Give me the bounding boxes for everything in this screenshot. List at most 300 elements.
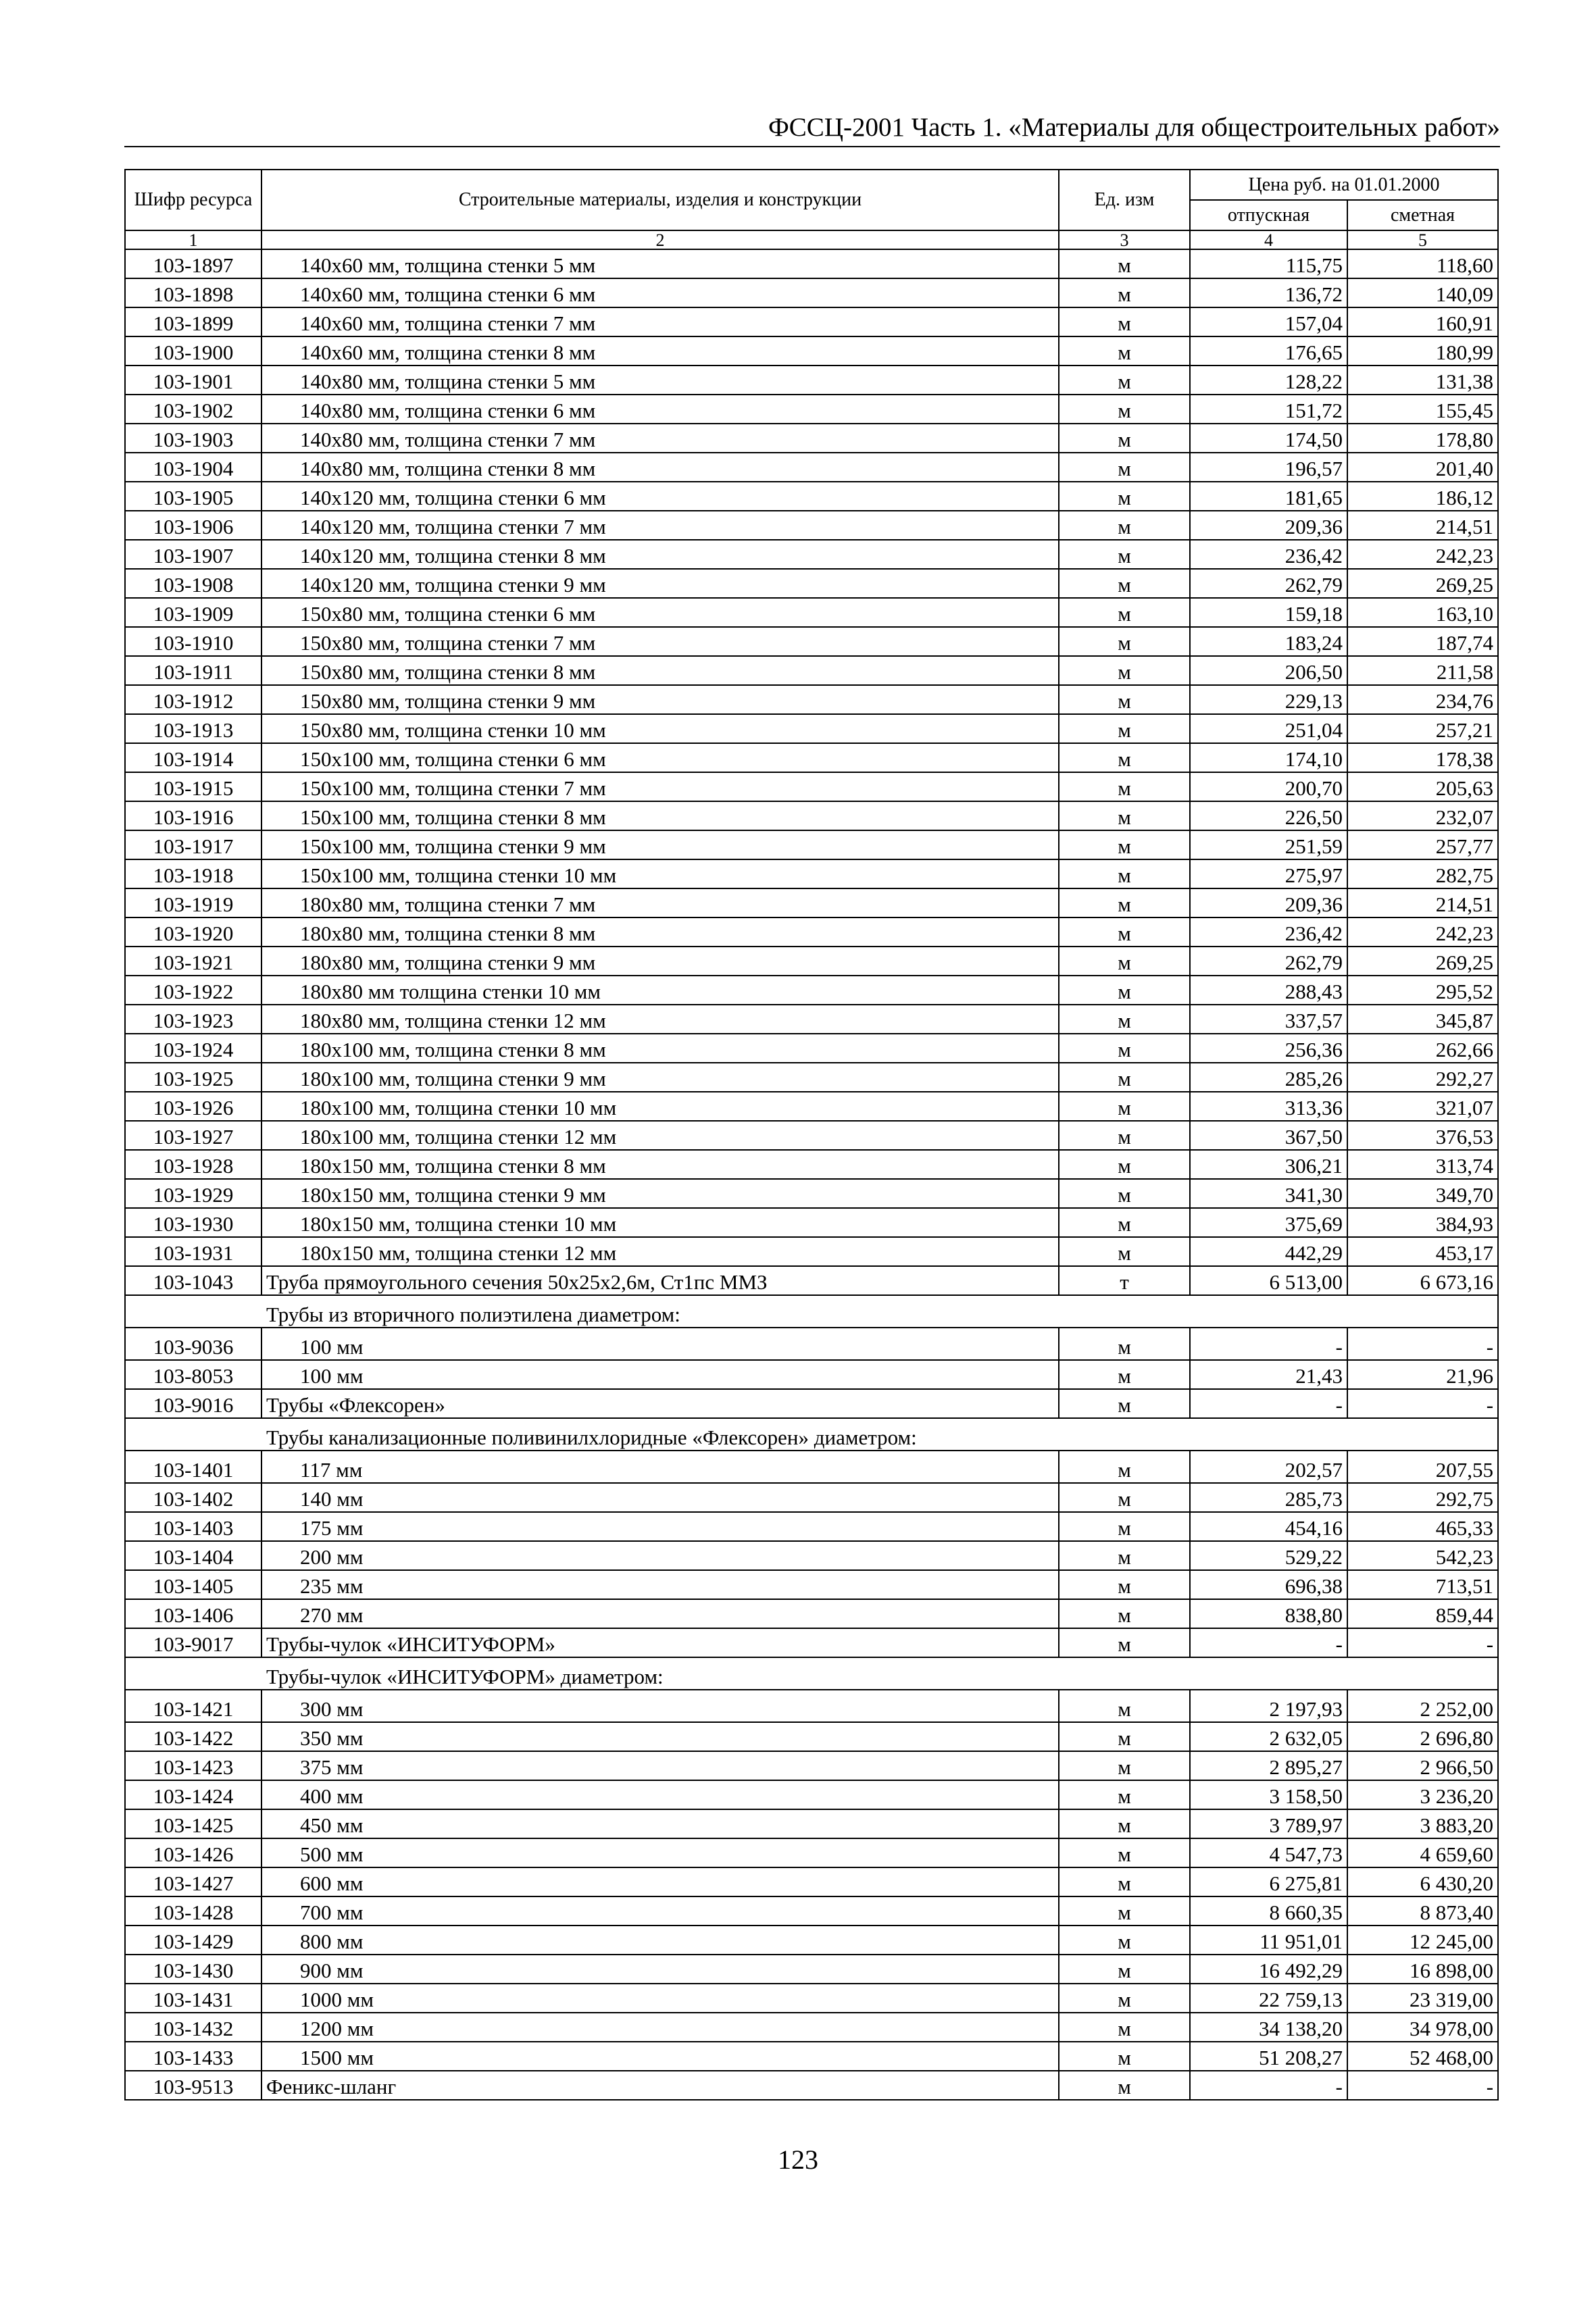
table-row — [125, 540, 1498, 569]
resource-code: 103-9016 — [125, 1389, 261, 1418]
section-code-cell — [125, 1418, 261, 1451]
material-name: 1500 мм — [261, 2042, 1059, 2071]
table-row — [125, 2042, 1498, 2071]
estimate-price: 376,53 — [1347, 1121, 1498, 1150]
unit-cell: м — [1059, 2071, 1190, 2100]
col-header-estimate: сметная — [1347, 200, 1498, 230]
material-name: 150х100 мм, толщина стенки 6 мм — [261, 743, 1059, 772]
release-price: 159,18 — [1190, 598, 1347, 627]
unit-cell: м — [1059, 366, 1190, 395]
estimate-price: 234,76 — [1347, 685, 1498, 714]
table-row — [125, 1389, 1498, 1418]
material-name: 200 мм — [261, 1541, 1059, 1570]
resource-code: 103-1403 — [125, 1512, 261, 1541]
resource-code: 103-1428 — [125, 1896, 261, 1926]
unit-cell: м — [1059, 743, 1190, 772]
unit-cell: м — [1059, 1628, 1190, 1657]
material-name: 300 мм — [261, 1690, 1059, 1722]
table-row — [125, 888, 1498, 917]
estimate-price: 2 696,80 — [1347, 1722, 1498, 1751]
resource-code: 103-1931 — [125, 1237, 261, 1266]
resource-code: 103-1916 — [125, 801, 261, 830]
table-row — [125, 1690, 1498, 1722]
estimate-price: 6 430,20 — [1347, 1867, 1498, 1896]
estimate-price: 4 659,60 — [1347, 1838, 1498, 1867]
resource-code: 103-1912 — [125, 685, 261, 714]
estimate-price: 295,52 — [1347, 976, 1498, 1005]
estimate-price: 6 673,16 — [1347, 1266, 1498, 1295]
material-name: 175 мм — [261, 1512, 1059, 1541]
table-row — [125, 307, 1498, 336]
release-price: 181,65 — [1190, 482, 1347, 511]
unit-cell: м — [1059, 2042, 1190, 2071]
table-row — [125, 453, 1498, 482]
estimate-price: 242,23 — [1347, 917, 1498, 947]
table-row — [125, 1809, 1498, 1838]
table-row — [125, 859, 1498, 888]
unit-cell: м — [1059, 801, 1190, 830]
resource-code: 103-1897 — [125, 249, 261, 278]
unit-cell: м — [1059, 714, 1190, 743]
table-row — [125, 1034, 1498, 1063]
unit-cell: м — [1059, 1541, 1190, 1570]
table-row — [125, 976, 1498, 1005]
table-row — [125, 1121, 1498, 1150]
resource-code: 103-1923 — [125, 1005, 261, 1034]
table-row — [125, 1867, 1498, 1896]
material-name: 180х80 мм, толщина стенки 9 мм — [261, 947, 1059, 976]
resource-code: 103-1898 — [125, 278, 261, 307]
unit-cell: м — [1059, 1328, 1190, 1360]
release-price: 202,57 — [1190, 1451, 1347, 1483]
resource-code: 103-1921 — [125, 947, 261, 976]
release-price: 151,72 — [1190, 395, 1347, 424]
release-price: 341,30 — [1190, 1179, 1347, 1208]
table-row — [125, 1722, 1498, 1751]
resource-code: 103-1914 — [125, 743, 261, 772]
resource-code: 103-1908 — [125, 569, 261, 598]
release-price: 313,36 — [1190, 1092, 1347, 1121]
unit-cell: м — [1059, 249, 1190, 278]
material-name: 700 мм — [261, 1896, 1059, 1926]
unit-cell: м — [1059, 830, 1190, 859]
section-title: Трубы канализационные поливинилхлоридные «Флексорен» диаметром: — [261, 1418, 1498, 1451]
estimate-price: 3 236,20 — [1347, 1780, 1498, 1809]
release-price: 696,38 — [1190, 1570, 1347, 1599]
estimate-price: 214,51 — [1347, 511, 1498, 540]
table-row — [125, 1926, 1498, 1955]
material-name: 180х100 мм, толщина стенки 10 мм — [261, 1092, 1059, 1121]
table-row — [125, 366, 1498, 395]
estimate-price: 257,21 — [1347, 714, 1498, 743]
material-name: 180х100 мм, толщина стенки 8 мм — [261, 1034, 1059, 1063]
material-name: 600 мм — [261, 1867, 1059, 1896]
table-row — [125, 1150, 1498, 1179]
table-row — [125, 772, 1498, 801]
estimate-price: 242,23 — [1347, 540, 1498, 569]
release-price: 209,36 — [1190, 511, 1347, 540]
table-row — [125, 1483, 1498, 1512]
release-price: 3 789,97 — [1190, 1809, 1347, 1838]
estimate-price: 178,38 — [1347, 743, 1498, 772]
resource-code: 103-1911 — [125, 656, 261, 685]
release-price: 337,57 — [1190, 1005, 1347, 1034]
material-name: 235 мм — [261, 1570, 1059, 1599]
unit-cell: м — [1059, 1092, 1190, 1121]
resource-code: 103-1920 — [125, 917, 261, 947]
col-header-name: Строительные материалы, изделия и конструкции — [261, 170, 1059, 230]
unit-cell: м — [1059, 1483, 1190, 1512]
release-price: 285,73 — [1190, 1483, 1347, 1512]
unit-cell: м — [1059, 859, 1190, 888]
unit-cell: м — [1059, 685, 1190, 714]
resource-code: 103-1910 — [125, 627, 261, 656]
unit-cell: м — [1059, 1208, 1190, 1237]
table-row — [125, 714, 1498, 743]
release-price: 251,59 — [1190, 830, 1347, 859]
material-name: 140х120 мм, толщина стенки 6 мм — [261, 482, 1059, 511]
material-name: 140х120 мм, толщина стенки 9 мм — [261, 569, 1059, 598]
unit-cell: м — [1059, 917, 1190, 947]
resource-code: 103-1926 — [125, 1092, 261, 1121]
unit-cell: м — [1059, 336, 1190, 366]
table-row — [125, 1451, 1498, 1483]
release-price: 367,50 — [1190, 1121, 1347, 1150]
unit-cell: м — [1059, 976, 1190, 1005]
table-row — [125, 569, 1498, 598]
material-name: 140 мм — [261, 1483, 1059, 1512]
unit-cell: м — [1059, 947, 1190, 976]
release-price: 51 208,27 — [1190, 2042, 1347, 2071]
release-price: 209,36 — [1190, 888, 1347, 917]
estimate-price: 180,99 — [1347, 336, 1498, 366]
material-name: 900 мм — [261, 1955, 1059, 1984]
estimate-price: 269,25 — [1347, 569, 1498, 598]
estimate-price: 201,40 — [1347, 453, 1498, 482]
unit-cell: м — [1059, 1896, 1190, 1926]
resource-code: 103-1406 — [125, 1599, 261, 1628]
unit-cell: м — [1059, 1780, 1190, 1809]
resource-code: 103-8053 — [125, 1360, 261, 1389]
material-name: Трубы-чулок «ИНСИТУФОРМ» — [261, 1628, 1059, 1657]
unit-cell: м — [1059, 598, 1190, 627]
estimate-price: 12 245,00 — [1347, 1926, 1498, 1955]
table-row — [125, 598, 1498, 627]
unit-cell: м — [1059, 1599, 1190, 1628]
unit-cell: м — [1059, 569, 1190, 598]
estimate-price: 269,25 — [1347, 947, 1498, 976]
release-price: 128,22 — [1190, 366, 1347, 395]
resource-code: 103-1928 — [125, 1150, 261, 1179]
material-name: 180х80 мм, толщина стенки 8 мм — [261, 917, 1059, 947]
release-price: - — [1190, 2071, 1347, 2100]
release-price: 2 632,05 — [1190, 1722, 1347, 1751]
page-header: ФССЦ-2001 Часть 1. «Материалы для общестроительных работ» — [768, 113, 1500, 142]
material-name: 140х120 мм, толщина стенки 7 мм — [261, 511, 1059, 540]
resource-code: 103-1919 — [125, 888, 261, 917]
release-price: 200,70 — [1190, 772, 1347, 801]
release-price: - — [1190, 1628, 1347, 1657]
table-row — [125, 1751, 1498, 1780]
unit-cell: м — [1059, 1389, 1190, 1418]
resource-code: 103-1915 — [125, 772, 261, 801]
estimate-price: 34 978,00 — [1347, 2013, 1498, 2042]
unit-cell: м — [1059, 1121, 1190, 1150]
col-number: 4 — [1190, 230, 1347, 249]
release-price: 16 492,29 — [1190, 1955, 1347, 1984]
material-name: 150х100 мм, толщина стенки 7 мм — [261, 772, 1059, 801]
resource-code: 103-1427 — [125, 1867, 261, 1896]
material-name: 150х80 мм, толщина стенки 7 мм — [261, 627, 1059, 656]
resource-code: 103-1043 — [125, 1266, 261, 1295]
unit-cell: м — [1059, 424, 1190, 453]
resource-code: 103-1927 — [125, 1121, 261, 1150]
resource-code: 103-1925 — [125, 1063, 261, 1092]
release-price: 2 895,27 — [1190, 1751, 1347, 1780]
unit-cell: м — [1059, 1570, 1190, 1599]
resource-code: 103-1426 — [125, 1838, 261, 1867]
material-name: 100 мм — [261, 1328, 1059, 1360]
material-name: 140х80 мм, толщина стенки 6 мм — [261, 395, 1059, 424]
resource-code: 103-1421 — [125, 1690, 261, 1722]
table-row — [125, 395, 1498, 424]
estimate-price: 859,44 — [1347, 1599, 1498, 1628]
material-name: 180х80 мм, толщина стенки 7 мм — [261, 888, 1059, 917]
unit-cell: м — [1059, 1005, 1190, 1034]
estimate-price: 207,55 — [1347, 1451, 1498, 1483]
material-name: 150х80 мм, толщина стенки 6 мм — [261, 598, 1059, 627]
material-name: 180х100 мм, толщина стенки 12 мм — [261, 1121, 1059, 1150]
table-row — [125, 1628, 1498, 1657]
release-price: 8 660,35 — [1190, 1896, 1347, 1926]
header-rule — [124, 146, 1500, 147]
resource-code: 103-1430 — [125, 1955, 261, 1984]
resource-code: 103-1901 — [125, 366, 261, 395]
table-body — [125, 249, 1498, 2100]
table-row — [125, 685, 1498, 714]
material-name: 150х80 мм, толщина стенки 8 мм — [261, 656, 1059, 685]
release-price: 262,79 — [1190, 569, 1347, 598]
resource-code: 103-1422 — [125, 1722, 261, 1751]
resource-code: 103-1906 — [125, 511, 261, 540]
material-name: 350 мм — [261, 1722, 1059, 1751]
estimate-price: 262,66 — [1347, 1034, 1498, 1063]
resource-code: 103-1907 — [125, 540, 261, 569]
resource-code: 103-1433 — [125, 2042, 261, 2071]
resource-code: 103-1431 — [125, 1984, 261, 2013]
resource-code: 103-1900 — [125, 336, 261, 366]
unit-cell: м — [1059, 1926, 1190, 1955]
unit-cell: м — [1059, 1751, 1190, 1780]
table-row — [125, 336, 1498, 366]
resource-code: 103-1899 — [125, 307, 261, 336]
section-code-cell — [125, 1295, 261, 1328]
estimate-price: 52 468,00 — [1347, 2042, 1498, 2071]
unit-cell: м — [1059, 1063, 1190, 1092]
table-row — [125, 424, 1498, 453]
table-row — [125, 1328, 1498, 1360]
material-name: 150х100 мм, толщина стенки 10 мм — [261, 859, 1059, 888]
table-row — [125, 1984, 1498, 2013]
estimate-price: 118,60 — [1347, 249, 1498, 278]
release-price: 34 138,20 — [1190, 2013, 1347, 2042]
table-row — [125, 1896, 1498, 1926]
release-price: 306,21 — [1190, 1150, 1347, 1179]
resource-code: 103-1401 — [125, 1451, 261, 1483]
resource-code: 103-1902 — [125, 395, 261, 424]
release-price: 21,43 — [1190, 1360, 1347, 1389]
resource-code: 103-1423 — [125, 1751, 261, 1780]
unit-cell: м — [1059, 888, 1190, 917]
release-price: 22 759,13 — [1190, 1984, 1347, 2013]
estimate-price: 160,91 — [1347, 307, 1498, 336]
estimate-price: 23 319,00 — [1347, 1984, 1498, 2013]
table-row — [125, 249, 1498, 278]
estimate-price: - — [1347, 1389, 1498, 1418]
release-price: 285,26 — [1190, 1063, 1347, 1092]
unit-cell: м — [1059, 1809, 1190, 1838]
material-name: Феникс-шланг — [261, 2071, 1059, 2100]
material-name: 375 мм — [261, 1751, 1059, 1780]
section-row — [125, 1418, 1498, 1451]
release-price: 236,42 — [1190, 540, 1347, 569]
release-price: 206,50 — [1190, 656, 1347, 685]
material-name: 140х120 мм, толщина стенки 8 мм — [261, 540, 1059, 569]
resource-code: 103-1429 — [125, 1926, 261, 1955]
col-number: 2 — [261, 230, 1059, 249]
material-name: 140х60 мм, толщина стенки 8 мм — [261, 336, 1059, 366]
unit-cell: м — [1059, 1034, 1190, 1063]
release-price: 262,79 — [1190, 947, 1347, 976]
unit-cell: м — [1059, 1867, 1190, 1896]
table-row — [125, 947, 1498, 976]
material-name: 180х150 мм, толщина стенки 8 мм — [261, 1150, 1059, 1179]
estimate-price: 178,80 — [1347, 424, 1498, 453]
estimate-price: 232,07 — [1347, 801, 1498, 830]
estimate-price: 2 252,00 — [1347, 1690, 1498, 1722]
release-price: 529,22 — [1190, 1541, 1347, 1570]
material-name: 140х80 мм, толщина стенки 5 мм — [261, 366, 1059, 395]
estimate-price: 21,96 — [1347, 1360, 1498, 1389]
estimate-price: 163,10 — [1347, 598, 1498, 627]
resource-code: 103-1924 — [125, 1034, 261, 1063]
unit-cell: м — [1059, 772, 1190, 801]
release-price: 251,04 — [1190, 714, 1347, 743]
release-price: 375,69 — [1190, 1208, 1347, 1237]
release-price: 157,04 — [1190, 307, 1347, 336]
resource-code: 103-1402 — [125, 1483, 261, 1512]
release-price: 275,97 — [1190, 859, 1347, 888]
resource-code: 103-1930 — [125, 1208, 261, 1237]
material-name: 150х80 мм, толщина стенки 9 мм — [261, 685, 1059, 714]
table-row — [125, 1570, 1498, 1599]
table-row — [125, 801, 1498, 830]
unit-cell: м — [1059, 1360, 1190, 1389]
estimate-price: 321,07 — [1347, 1092, 1498, 1121]
col-number: 5 — [1347, 230, 1498, 249]
release-price: 3 158,50 — [1190, 1780, 1347, 1809]
unit-cell: м — [1059, 1237, 1190, 1266]
material-name: 400 мм — [261, 1780, 1059, 1809]
table-row — [125, 1266, 1498, 1295]
unit-cell: м — [1059, 540, 1190, 569]
material-name: 1000 мм — [261, 1984, 1059, 2013]
table-row — [125, 278, 1498, 307]
resource-code: 103-1425 — [125, 1809, 261, 1838]
column-number-row — [125, 230, 1498, 249]
unit-cell: м — [1059, 1690, 1190, 1722]
estimate-price: 2 966,50 — [1347, 1751, 1498, 1780]
col-header-release: отпускная — [1190, 200, 1347, 230]
col-number: 1 — [125, 230, 261, 249]
table-row — [125, 1599, 1498, 1628]
release-price: - — [1190, 1328, 1347, 1360]
table-row — [125, 1360, 1498, 1389]
table-row — [125, 482, 1498, 511]
release-price: 6 513,00 — [1190, 1266, 1347, 1295]
col-header-unit: Ед. изм — [1059, 170, 1190, 230]
table-row — [125, 2013, 1498, 2042]
estimate-price: 313,74 — [1347, 1150, 1498, 1179]
release-price: - — [1190, 1389, 1347, 1418]
page-number: 123 — [778, 2144, 818, 2175]
table-row — [125, 627, 1498, 656]
unit-cell: м — [1059, 453, 1190, 482]
estimate-price: 257,77 — [1347, 830, 1498, 859]
table-header-row — [125, 170, 1498, 200]
section-code-cell — [125, 1657, 261, 1690]
estimate-price: - — [1347, 2071, 1498, 2100]
unit-cell: м — [1059, 1838, 1190, 1867]
estimate-price: - — [1347, 1328, 1498, 1360]
section-row — [125, 1295, 1498, 1328]
release-price: 229,13 — [1190, 685, 1347, 714]
resource-code: 103-9036 — [125, 1328, 261, 1360]
material-name: 150х80 мм, толщина стенки 10 мм — [261, 714, 1059, 743]
material-name: 150х100 мм, толщина стенки 9 мм — [261, 830, 1059, 859]
unit-cell: т — [1059, 1266, 1190, 1295]
estimate-price: 542,23 — [1347, 1541, 1498, 1570]
material-name: 140х60 мм, толщина стенки 6 мм — [261, 278, 1059, 307]
resource-code: 103-9513 — [125, 2071, 261, 2100]
estimate-price: 292,27 — [1347, 1063, 1498, 1092]
material-name: 140х60 мм, толщина стенки 7 мм — [261, 307, 1059, 336]
estimate-price: 282,75 — [1347, 859, 1498, 888]
section-row — [125, 1657, 1498, 1690]
col-number: 3 — [1059, 230, 1190, 249]
estimate-price: 453,17 — [1347, 1237, 1498, 1266]
resource-code: 103-1424 — [125, 1780, 261, 1809]
release-price: 2 197,93 — [1190, 1690, 1347, 1722]
table-row — [125, 656, 1498, 685]
material-name: 270 мм — [261, 1599, 1059, 1628]
table-row — [125, 1541, 1498, 1570]
unit-cell: м — [1059, 1722, 1190, 1751]
section-title: Трубы-чулок «ИНСИТУФОРМ» диаметром: — [261, 1657, 1498, 1690]
material-name: 180х100 мм, толщина стенки 9 мм — [261, 1063, 1059, 1092]
section-title: Трубы из вторичного полиэтилена диаметром: — [261, 1295, 1498, 1328]
estimate-price: 349,70 — [1347, 1179, 1498, 1208]
material-name: Трубы «Флексорен» — [261, 1389, 1059, 1418]
release-price: 442,29 — [1190, 1237, 1347, 1266]
unit-cell: м — [1059, 395, 1190, 424]
unit-cell: м — [1059, 1451, 1190, 1483]
estimate-price: 8 873,40 — [1347, 1896, 1498, 1926]
unit-cell: м — [1059, 511, 1190, 540]
release-price: 11 951,01 — [1190, 1926, 1347, 1955]
estimate-price: 16 898,00 — [1347, 1955, 1498, 1984]
unit-cell: м — [1059, 1512, 1190, 1541]
